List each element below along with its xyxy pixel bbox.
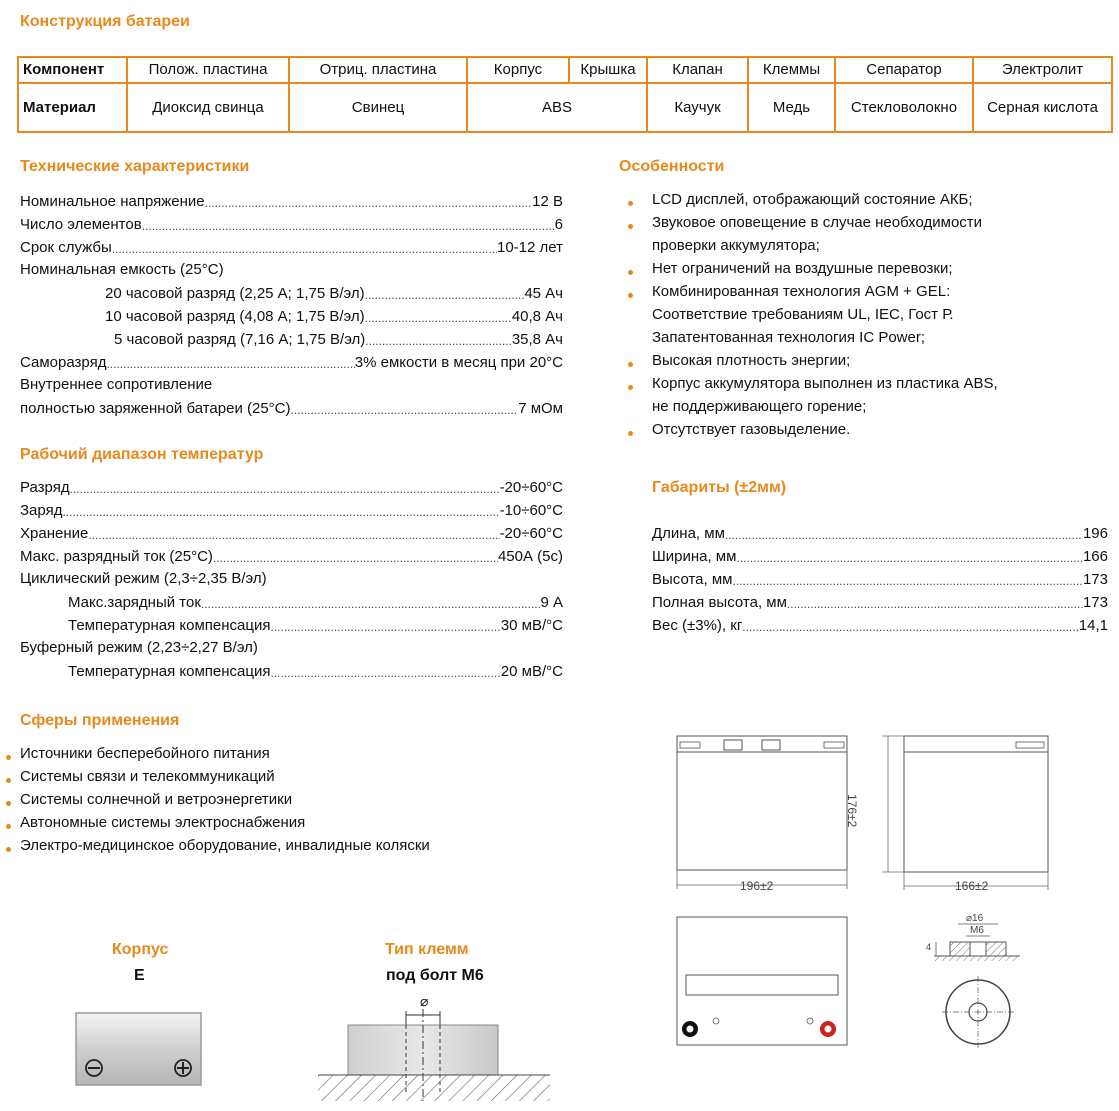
dim-label: Вес (±3%), кг [652,617,743,634]
spec-value: 7 мОм [518,400,563,417]
feature-text: Высокая плотность энергии; [652,352,851,369]
spec-label: Срок службы [20,239,112,256]
feature-text: Комбинированная технология AGM + GEL: [652,283,951,300]
component-cell: Полож. пластина [127,57,289,83]
application-item: Системы солнечной и ветроэнергетики [20,791,293,808]
temp-row [68,615,563,635]
spec-value: 3% емкости в месяц при 20°C [354,354,563,371]
feature-text: Звуковое оповещение в случае необходимости [652,214,983,231]
material-cell: Диоксид свинца [127,83,289,132]
bullet-icon [628,362,633,367]
dim-length-label: 196±2 [740,879,774,893]
temp-row [68,592,563,612]
dim-label: Высота, мм [652,571,733,588]
case-title: Корпус [112,941,169,958]
feature-text: Запатентованная технология IC Power; [652,329,926,346]
terminal-m6-icon [318,1005,550,1105]
dim-row [652,546,1108,566]
bullet-icon [628,385,633,390]
material-cell: ABS [467,83,647,132]
spec-row [20,191,563,211]
dim-value: 173 [1082,594,1108,611]
spec-value: 40,8 Ач [511,308,563,325]
dim-value: 14,1 [1078,617,1108,634]
temp-value: 9 А [540,594,563,611]
applications-title: Сферы применения [20,712,180,729]
feature-text: Нет ограничений на воздушные перевозки; [652,260,953,277]
temp-row [20,500,563,520]
bullet-icon [6,824,11,829]
dim-m6-label: M6 [970,925,984,936]
dimensions-title: Габариты (±2мм) [652,479,787,496]
bullet-icon [6,801,11,806]
component-cell: Отриц. пластина [289,57,467,83]
dim-height-label: 176±2 [845,794,859,828]
spec-label: 20 часовой разряд (2,25 А; 1,75 В/эл) [105,285,365,302]
application-item: Системы связи и телекоммуникаций [20,768,275,785]
material-cell: Свинец [289,83,467,132]
front-view-drawing [676,734,851,894]
diameter-icon: ⌀ [420,993,429,1009]
component-cell: Крышка [569,57,647,83]
temp-label: Температурная компенсация [68,663,271,680]
dim-d16-label: ⌀16 [966,913,984,924]
bullet-icon [628,431,633,436]
spec-value: 12 В [532,193,563,210]
dim-label: Ширина, мм [652,548,737,565]
spec-label: Номинальное напряжение [20,193,205,210]
terminal-title: Тип клемм [385,941,469,958]
dim-4-label: 4 [926,942,932,952]
case-value: E [134,967,145,984]
terminal-value: под болт M6 [386,967,484,984]
dim-value: 166 [1082,548,1108,565]
bullet-icon [6,847,11,852]
temp-value: -20÷60°C [499,479,563,496]
temp-value: -20÷60°C [499,525,563,542]
dim-row [652,615,1108,635]
dim-width-label: 166±2 [955,879,989,893]
bullet-icon [628,293,633,298]
temp-row [20,523,563,543]
spec-row [105,283,563,303]
application-item: Электро-медицинское оборудование, инвалидные коляски [20,837,430,854]
application-item: Автономные системы электроснабжения [20,814,306,831]
feature-text: Соответствие требованиям UL, IEC, Гост Р. [652,306,954,323]
temp-label: Заряд [20,502,63,519]
application-item: Источники бесперебойного питания [20,745,270,762]
feature-text: проверки аккумулятора; [652,237,820,254]
spec-value: 35,8 Ач [511,331,563,348]
temp-row [20,546,563,566]
spec-row [114,329,563,349]
spec-row [105,306,563,326]
feature-text: не поддерживающего горение; [652,398,867,415]
specs-title: Технические характеристики [20,158,250,175]
feature-text: Корпус аккумулятора выполнен из пластика ABS, [652,375,998,392]
temp-row [20,477,563,497]
material-header: Материал [18,83,127,132]
material-cell: Медь [748,83,835,132]
dim-row [652,569,1108,589]
temp-label: Разряд [20,479,70,496]
feature-text: LCD дисплей, отображающий состояние АКБ; [652,191,973,208]
temp-label: Макс. разрядный ток (25°C) [20,548,213,565]
material-cell: Стекловолокно [835,83,973,132]
temp-value: 450А (5с) [497,548,563,565]
bullet-icon [6,755,11,760]
dim-row [652,592,1108,612]
spec-label: 5 часовой разряд (7,16 А; 1,75 В/эл) [114,331,366,348]
spec-value: 45 Ач [524,285,563,302]
feature-text: Отсутствует газовыделение. [652,421,851,438]
temperature-title: Рабочий диапазон температур [20,446,264,463]
bullet-icon [628,201,633,206]
component-header: Компонент [18,57,127,83]
spec-value: 6 [554,216,563,233]
construction-table [17,56,1113,133]
construction-title: Конструкция батареи [20,13,190,30]
temp-label: Хранение [20,525,89,542]
component-cell: Клапан [647,57,748,83]
material-cell: Серная кислота [973,83,1112,132]
temp-value: -10÷60°C [499,502,563,519]
spec-value: 10-12 лет [497,239,563,256]
dim-value: 173 [1082,571,1108,588]
top-view-drawing [676,915,851,1049]
component-cell: Сепаратор [835,57,973,83]
bullet-icon [6,778,11,783]
component-cell: Корпус [467,57,569,83]
temp-value: 20 мВ/°C [500,663,563,680]
bullet-icon [628,270,633,275]
side-view-drawing [880,734,1055,894]
component-cell: Электролит [973,57,1112,83]
cyclic-heading: Циклический режим (2,3÷2,35 В/эл) [20,570,267,587]
case-e-icon [70,1008,210,1090]
dim-label: Полная высота, мм [652,594,787,611]
temp-label: Температурная компенсация [68,617,271,634]
bullet-icon [628,224,633,229]
dim-value: 196 [1082,525,1108,542]
resistance-heading: Внутреннее сопротивление [20,376,213,393]
temp-value: 30 мВ/°C [500,617,563,634]
features-title: Особенности [619,158,725,175]
spec-label: полностью заряженной батареи (25°C) [20,400,291,417]
spec-row [20,214,563,234]
spec-row [20,352,563,372]
component-cell: Клеммы [748,57,835,83]
dim-label: Длина, мм [652,525,725,542]
spec-label: Саморазряд [20,354,107,371]
capacity-heading: Номинальная емкость (25°C) [20,261,224,278]
spec-label: Число элементов [20,216,142,233]
material-cell: Каучук [647,83,748,132]
buffer-heading: Буферный режим (2,23÷2,27 В/эл) [20,639,258,656]
temp-row [68,661,563,681]
spec-row [20,398,563,418]
spec-label: 10 часовой разряд (4,08 А; 1,75 В/эл) [105,308,365,325]
temp-label: Макс.зарядный ток [68,594,201,611]
spec-row [20,237,563,257]
dim-row [652,523,1108,543]
